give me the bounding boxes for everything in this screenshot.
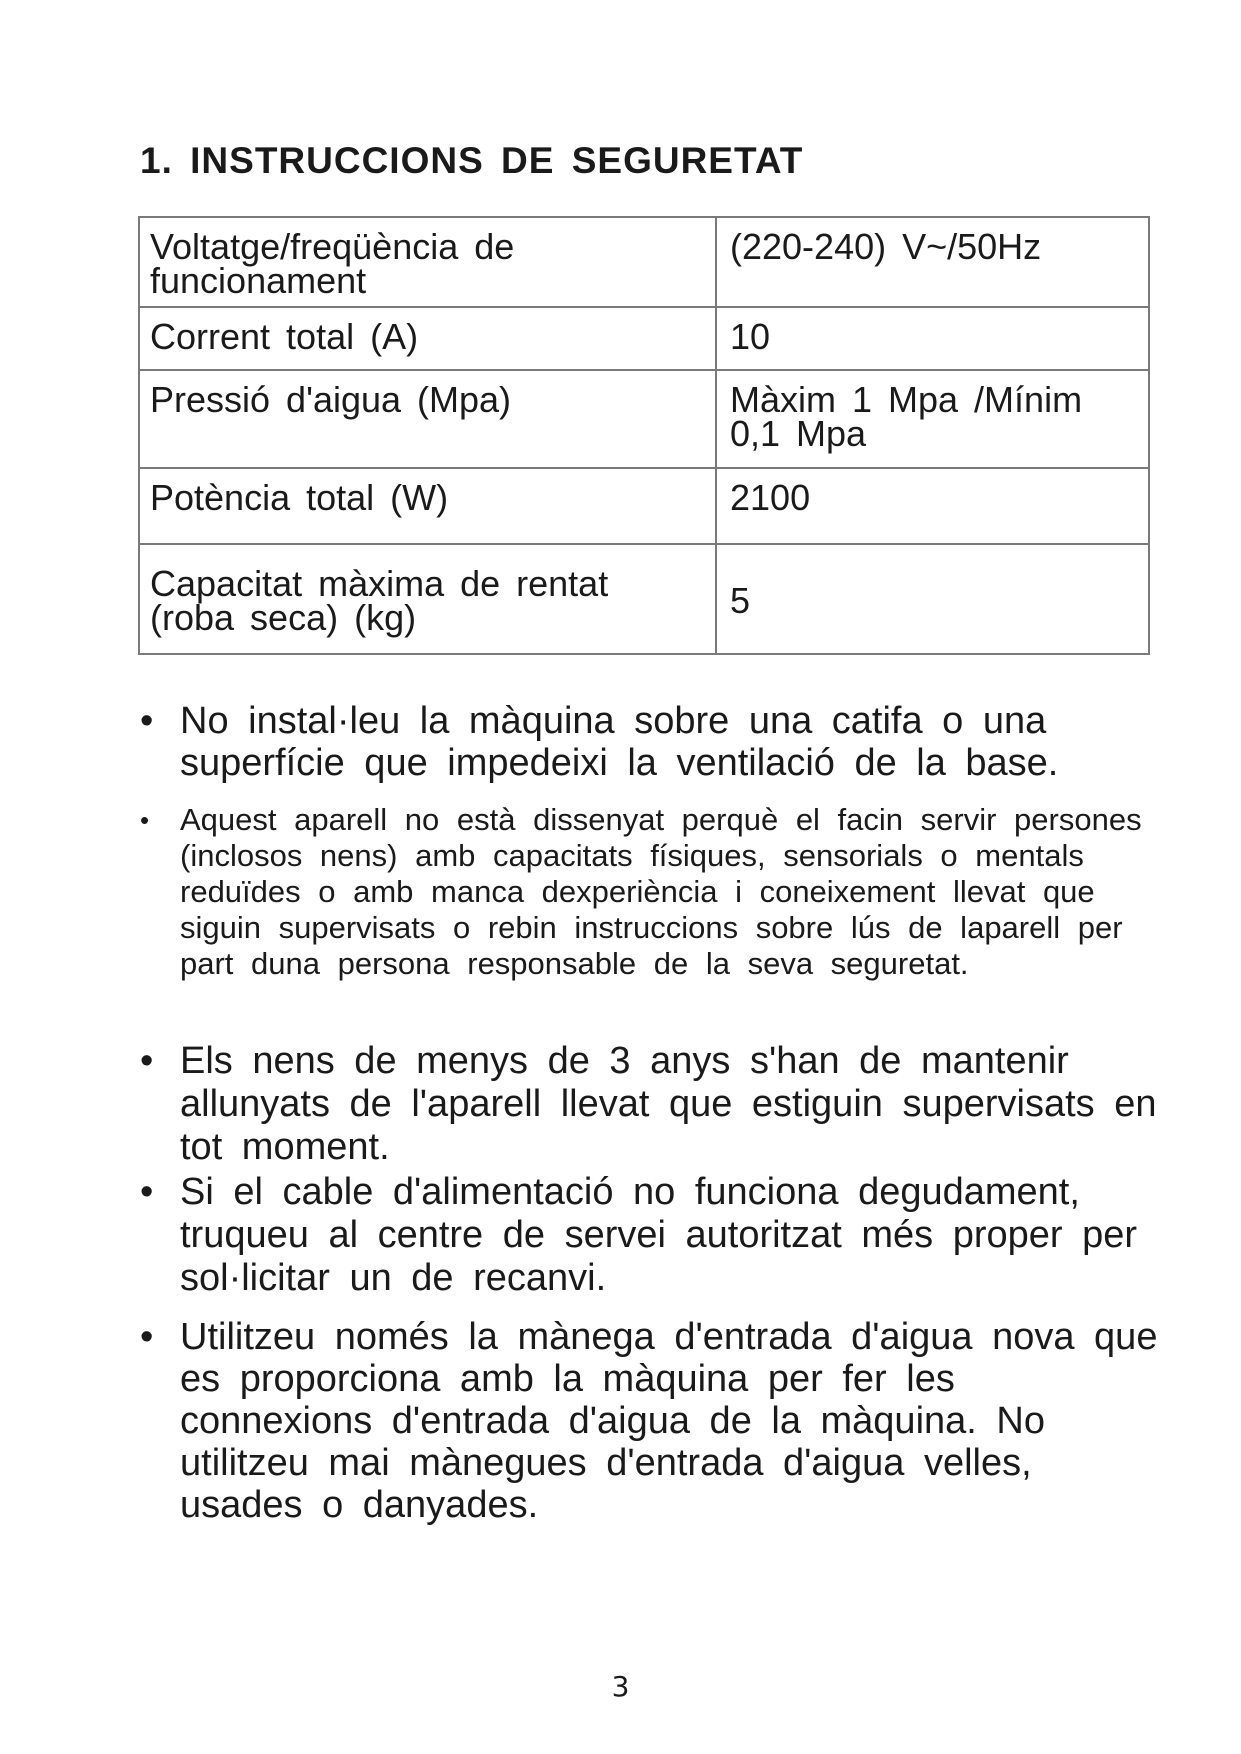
spec-value-power: 2100 xyxy=(716,468,1149,544)
bullet-icon: • xyxy=(140,700,154,742)
table-row xyxy=(139,544,1149,654)
list-item xyxy=(138,1316,1158,1526)
bullet-icon: • xyxy=(140,805,150,835)
spec-value-capacity: 5 xyxy=(716,544,1149,654)
table-row xyxy=(139,370,1149,468)
spec-value-water-pressure: Màxim 1 Mpa /Mínim 0,1 Mpa xyxy=(716,370,1149,468)
spec-label-current: Corrent total (A) xyxy=(139,307,716,370)
instruction-text: Si el cable d'alimentació no funciona degudament, truqueu al centre de servei autoritzat més proper per sol·licitar un de recanvi. xyxy=(180,1171,1138,1299)
spec-value-voltage: (220-240) V~/50Hz xyxy=(716,217,1149,307)
spec-value-current: 10 xyxy=(716,307,1149,370)
safety-instructions-list xyxy=(138,700,1158,1526)
list-item xyxy=(138,1171,1158,1300)
instruction-text: Utilitzeu només la mànega d'entrada d'aigua nova que es proporciona amb la màquina per fer les connexions d'entrada d'aigua de la màquina. No utilitzeu mai mànegues d'entrada d'aigua velles, usades o danyades. xyxy=(180,1316,1158,1526)
table-row xyxy=(139,307,1149,370)
spec-label-capacity: Capacitat màxima de rentat (roba seca) (kg) xyxy=(139,544,716,654)
list-item xyxy=(138,1040,1158,1169)
instruction-text: No instal·leu la màquina sobre una catifa o una superfície que impedeixi la ventilació de la base. xyxy=(180,700,1059,784)
spec-label-voltage: Voltatge/freqüència de funcionament xyxy=(139,217,716,307)
list-item xyxy=(138,802,1158,982)
bullet-icon: • xyxy=(140,1316,154,1358)
list-item xyxy=(138,700,1158,784)
specifications-table xyxy=(138,216,1150,655)
instruction-text: Aquest aparell no està dissenyat perquè el facin servir persones (inclosos nens) amb capacitats físiques, sensorials o mentals reduïdes o amb manca dexperiència i coneixement llevat que siguin supervisats o rebin instruccions sobre lús de laparell per part duna persona responsable de la seva seguretat. xyxy=(180,802,1142,981)
bullet-icon: • xyxy=(140,1040,154,1082)
section-title: 1. INSTRUCCIONS DE SEGURETAT xyxy=(140,140,804,181)
page-number: 3 xyxy=(611,1670,630,1703)
table-row xyxy=(139,217,1149,307)
spec-label-water-pressure: Pressió d'aigua (Mpa) xyxy=(139,370,716,468)
spec-label-power: Potència total (W) xyxy=(139,468,716,544)
table-row xyxy=(139,468,1149,544)
instruction-text: Els nens de menys de 3 anys s'han de mantenir allunyats de l'aparell llevat que estiguin supervisats en tot moment. xyxy=(180,1040,1157,1168)
bullet-icon: • xyxy=(140,1171,154,1213)
